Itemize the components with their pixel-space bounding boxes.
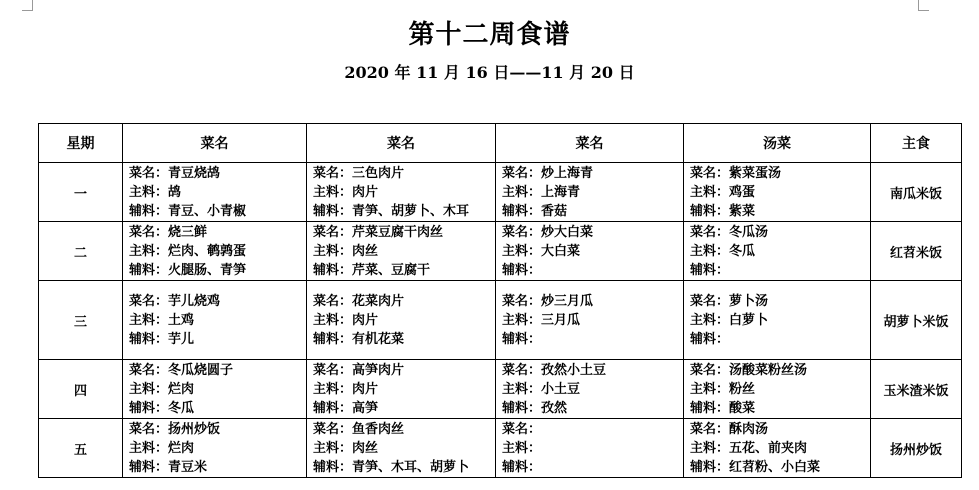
dish-name: 菜名：孜然小土豆 [502,362,607,378]
side-ingredient: 辅料：青豆米 [129,459,208,475]
date-range: 2020 年 11 月 16 日——11 月 20 日 [344,63,635,82]
header-dish-1: 菜名 [123,124,307,163]
side-ingredient: 辅料：有机花菜 [313,331,405,347]
side-ingredient: 辅料： [690,262,730,278]
main-ingredient: 主料：三月瓜 [502,312,581,328]
dish-name: 菜名：炒大白菜 [502,224,594,240]
side-ingredient: 辅料：芹菜、豆腐干 [313,262,431,278]
staple-cell: 胡萝卜米饭 [871,281,962,360]
dish-cell [496,281,684,360]
dish-cell [496,360,684,419]
dish-cell [123,163,307,222]
table-row [39,222,962,281]
table-row [39,419,962,478]
main-ingredient: 主料：烂肉、鹌鹑蛋 [129,243,247,259]
main-ingredient: 主料：肉丝 [313,243,379,259]
margin-corner-mark [22,0,33,11]
side-ingredient: 辅料：高笋 [313,400,379,416]
main-ingredient: 主料：五花、前夹肉 [690,440,808,456]
side-ingredient: 辅料：香菇 [502,203,568,219]
dish-name: 菜名：芋儿烧鸡 [129,293,221,309]
dish-name: 菜名：冬瓜汤 [690,224,769,240]
dish-cell [123,222,307,281]
dish-name: 菜名：青豆烧鸪 [129,165,221,181]
side-ingredient: 辅料： [690,331,730,347]
staple-cell: 扬州炒饭 [871,419,962,478]
dish-name: 菜名：炒上海青 [502,165,594,181]
dish-name: 菜名：炒三月瓜 [502,293,594,309]
staple-cell: 玉米渣米饭 [871,360,962,419]
dish-cell [123,419,307,478]
main-ingredient: 主料：烂肉 [129,381,195,397]
dish-name: 菜名：烧三鲜 [129,224,208,240]
side-ingredient: 辅料：青笋、木耳、胡萝卜 [313,459,470,475]
staple-cell: 红苕米饭 [871,222,962,281]
dish-name: 菜名：芹菜豆腐干肉丝 [313,224,444,240]
header-dish-3: 菜名 [496,124,684,163]
dish-name: 菜名：花菜肉片 [313,293,405,309]
main-ingredient: 主料：上海青 [502,184,581,200]
header-soup: 汤菜 [684,124,871,163]
main-ingredient: 主料：冬瓜 [690,243,756,259]
main-ingredient: 主料：肉片 [313,312,379,328]
dish-name: 菜名：紫菜蛋汤 [690,165,782,181]
side-ingredient: 辅料：酸菜 [690,400,756,416]
main-ingredient: 主料：白萝卜 [690,312,769,328]
day-cell: 二 [39,222,123,281]
dish-cell [307,360,496,419]
day-cell: 五 [39,419,123,478]
soup-cell [684,163,871,222]
side-ingredient: 辅料：紫菜 [690,203,756,219]
dish-cell [123,360,307,419]
dish-cell [123,281,307,360]
main-ingredient: 主料： [502,440,542,456]
side-ingredient: 辅料： [502,459,542,475]
header-staple: 主食 [871,124,962,163]
side-ingredient: 辅料：青豆、小青椒 [129,203,247,219]
table-row [39,163,962,222]
table-row [39,281,962,360]
main-ingredient: 主料：肉片 [313,381,379,397]
soup-cell [684,281,871,360]
dish-name: 菜名： [502,421,542,437]
main-ingredient: 主料：鸪 [129,184,182,200]
dish-name: 菜名：酥肉汤 [690,421,769,437]
dish-cell [307,163,496,222]
dish-name: 菜名：萝卜汤 [690,293,769,309]
side-ingredient: 辅料：冬瓜 [129,400,195,416]
side-ingredient: 辅料： [502,331,542,347]
main-ingredient: 主料：肉片 [313,184,379,200]
dish-cell [307,281,496,360]
table-row [39,360,962,419]
soup-cell [684,360,871,419]
main-ingredient: 主料：土鸡 [129,312,195,328]
table-header-row [39,124,962,163]
side-ingredient: 辅料： [502,262,542,278]
dish-cell [307,419,496,478]
side-ingredient: 辅料：芋儿 [129,331,195,347]
main-ingredient: 主料：大白菜 [502,243,581,259]
soup-cell [684,222,871,281]
dish-cell [496,222,684,281]
dish-cell [496,419,684,478]
dish-name: 菜名：汤酸菜粉丝汤 [690,362,808,378]
day-cell: 三 [39,281,123,360]
side-ingredient: 辅料：孜然 [502,400,568,416]
margin-corner-mark [918,0,929,11]
header-dish-2: 菜名 [307,124,496,163]
day-cell: 四 [39,360,123,419]
dish-name: 菜名：三色肉片 [313,165,405,181]
side-ingredient: 辅料：火腿肠、青笋 [129,262,247,278]
dish-name: 菜名：扬州炒饭 [129,421,221,437]
dish-name: 菜名：冬瓜烧圆子 [129,362,234,378]
document-title: 第十二周食谱 [408,20,571,50]
dish-name: 菜名：鱼香肉丝 [313,421,405,437]
day-cell: 一 [39,163,123,222]
main-ingredient: 主料：肉丝 [313,440,379,456]
header-day: 星期 [39,124,123,163]
dish-name: 菜名：高笋肉片 [313,362,405,378]
staple-cell: 南瓜米饭 [871,163,962,222]
side-ingredient: 辅料：青笋、胡萝卜、木耳 [313,203,470,219]
main-ingredient: 主料：烂肉 [129,440,195,456]
main-ingredient: 主料：小土豆 [502,381,581,397]
soup-cell [684,419,871,478]
main-ingredient: 主料：粉丝 [690,381,756,397]
dish-cell [307,222,496,281]
side-ingredient: 辅料：红苕粉、小白菜 [690,459,821,475]
main-ingredient: 主料：鸡蛋 [690,184,756,200]
menu-table [38,123,962,478]
dish-cell [496,163,684,222]
